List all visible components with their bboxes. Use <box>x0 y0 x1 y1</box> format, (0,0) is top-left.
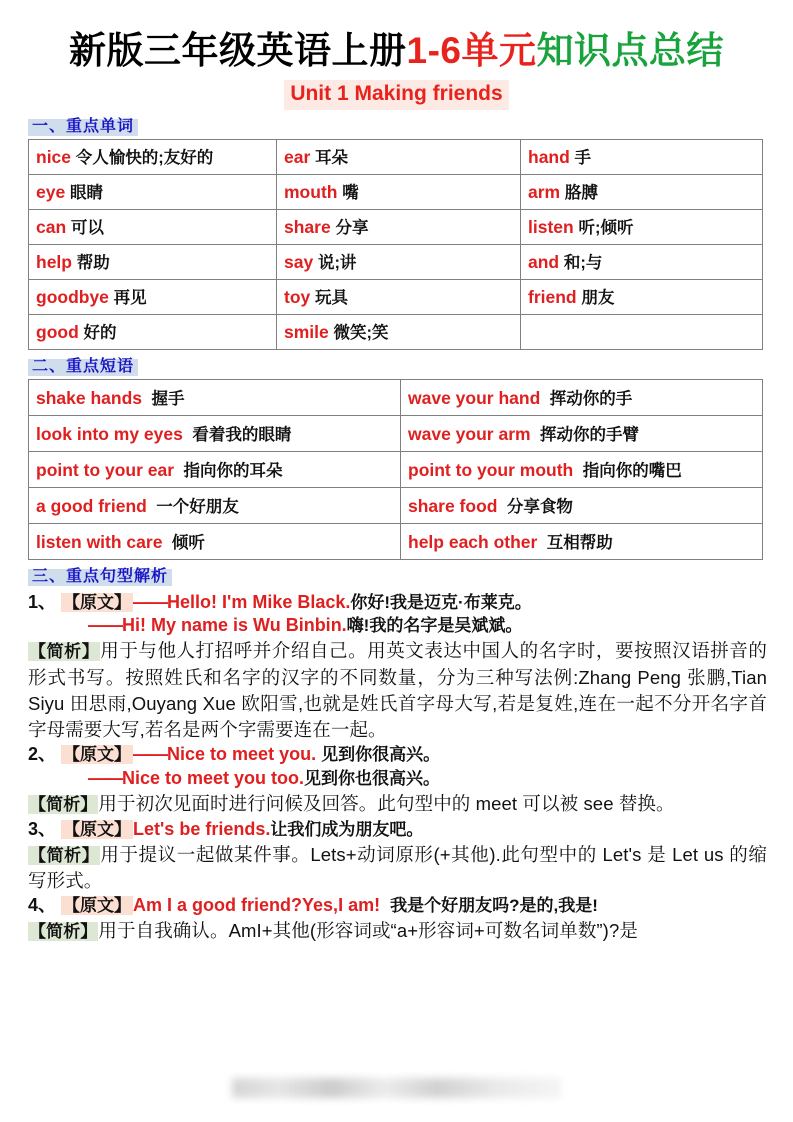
pattern-english: Hello! I'm Mike Black. <box>167 591 351 612</box>
original-text-tag: 【原文】 <box>63 819 132 839</box>
vocab-cell <box>29 209 277 244</box>
table-row <box>29 209 763 244</box>
vocab-meaning: 可以 <box>70 219 104 237</box>
vocab-word: toy <box>284 287 311 307</box>
vocab-cell <box>277 244 521 279</box>
phrase-cell <box>401 451 763 487</box>
vocab-meaning: 和;与 <box>563 254 603 272</box>
pattern-original-line <box>28 591 767 615</box>
vocab-word: can <box>36 217 67 237</box>
table-row <box>29 139 763 174</box>
pattern-original-line <box>28 818 767 842</box>
vocab-word: mouth <box>284 182 338 202</box>
vocab-meaning: 胳膊 <box>564 184 598 202</box>
explanation-text: 用于初次见面时进行问候及回答。此句型中的 meet 可以被 see 替换。 <box>98 793 675 815</box>
pattern-english: Am I a good friend?Yes,I am! <box>133 895 381 916</box>
vocab-cell <box>277 279 521 314</box>
vocab-meaning: 微笑;笑 <box>333 324 389 342</box>
phrases-section-header <box>28 359 138 376</box>
unit-subtitle: Unit 1 Making friends <box>284 80 508 109</box>
vocab-meaning: 分享 <box>335 219 369 237</box>
table-row <box>29 379 763 415</box>
patterns-section-header <box>28 569 172 586</box>
vocab-meaning: 帮助 <box>76 254 110 272</box>
vocab-cell-empty <box>521 314 763 349</box>
pattern-chinese: 我是个好朋友吗?是的,我是! <box>390 896 598 916</box>
vocabulary-section-header <box>28 119 138 136</box>
table-row <box>29 487 763 523</box>
vocab-cell <box>277 174 521 209</box>
phrase-text: look into my eyes <box>36 423 183 444</box>
explanation-text: 用于自我确认。AmI+其他(形容词或“a+形容词+可数名词单数”)?是 <box>98 919 638 941</box>
phrase-meaning: 挥动你的手臂 <box>540 425 640 444</box>
pattern-item-3 <box>28 818 767 894</box>
phrases-table <box>28 379 763 560</box>
vocab-cell <box>29 174 277 209</box>
phrase-text: wave your arm <box>408 423 531 444</box>
vocab-cell <box>521 279 763 314</box>
vocabulary-section-header-row <box>0 110 793 139</box>
pattern-explanation <box>28 842 767 895</box>
title-part-red: 1-6单元 <box>406 30 537 71</box>
dash-mark: —— <box>133 591 168 612</box>
pattern-chinese: 见到你也很高兴。 <box>304 769 441 789</box>
original-text-tag: 【原文】 <box>63 745 132 765</box>
phrase-cell <box>29 415 401 451</box>
analysis-tag: 【简析】 <box>29 795 98 815</box>
vocab-word: good <box>36 322 79 342</box>
analysis-tag: 【简析】 <box>29 845 100 865</box>
phrase-cell <box>401 523 763 559</box>
pattern-original-line <box>28 894 767 918</box>
phrases-section-header-row <box>0 350 793 379</box>
pattern-english: Hi! My name is Wu Binbin. <box>122 615 347 636</box>
sentence-patterns-list <box>0 591 793 941</box>
table-row <box>29 174 763 209</box>
vocab-cell <box>521 174 763 209</box>
pattern-chinese: 你好!我是迈克·布莱克。 <box>350 592 532 612</box>
original-text-tag: 【原文】 <box>63 896 132 916</box>
phrase-meaning: 指向你的嘴巴 <box>582 461 682 480</box>
vocab-meaning: 令人愉快的;友好的 <box>75 149 214 167</box>
phrase-text: shake hands <box>36 387 143 408</box>
vocab-cell <box>277 139 521 174</box>
pattern-explanation <box>28 638 767 743</box>
pattern-english: Nice to meet you too. <box>122 768 305 789</box>
pattern-chinese: 见到你很高兴。 <box>321 745 441 765</box>
phrase-cell <box>29 523 401 559</box>
pattern-explanation-clipped <box>28 918 767 941</box>
phrases-heading-label: 二、重点短语 <box>28 359 138 376</box>
pattern-item-4 <box>28 894 767 941</box>
phrase-text: share food <box>408 495 498 516</box>
phrase-text: point to your ear <box>36 459 175 480</box>
vocab-meaning: 玩具 <box>314 289 348 307</box>
vocab-meaning: 朋友 <box>581 289 615 307</box>
vocabulary-heading-label: 一、重点单词 <box>28 119 138 136</box>
pattern-item-2 <box>28 743 767 817</box>
phrase-meaning: 互相帮助 <box>546 533 613 552</box>
vocab-cell <box>29 244 277 279</box>
vocab-word: friend <box>528 287 577 307</box>
phrase-cell <box>401 415 763 451</box>
pattern-number: 3、 <box>28 818 57 839</box>
phrase-meaning: 握手 <box>151 389 185 408</box>
vocab-cell <box>521 139 763 174</box>
phrase-cell <box>29 379 401 415</box>
vocab-meaning: 眼睛 <box>69 184 103 202</box>
explanation-text: 用于与他人打招呼并介绍自己。用英文表达中国人的名字时，要按照汉语拼音的形式书写。按照姓氏和名字的汉字的不同数量，分为三种写法例:Zhang Peng 张鹏,Tian Siyu 田思雨,Ouyang Xue 欧阳雪,也就是姓氏首字母大写,若是复姓,连在一起不分开名字首字母需要大写,若名是两个字需要连在一起。 <box>28 640 767 741</box>
title-part-black: 新版三年级英语上册 <box>69 30 407 71</box>
vocab-meaning: 耳朵 <box>315 149 349 167</box>
dash-mark: —— <box>88 615 122 636</box>
title-part-green: 知识点总结 <box>536 30 724 71</box>
phrase-meaning: 倾听 <box>171 533 205 552</box>
pattern-number: 1、 <box>28 591 57 612</box>
patterns-heading-label: 三、重点句型解析 <box>28 569 172 586</box>
phrase-meaning: 看着我的眼睛 <box>192 425 292 444</box>
phrase-text: a good friend <box>36 495 147 516</box>
original-text-tag: 【原文】 <box>63 592 132 612</box>
vocab-word: nice <box>36 147 72 167</box>
explanation-text: 用于提议一起做某件事。Lets+动词原形(+其他).此句型中的 Let's 是 Let us 的缩写形式。 <box>28 843 767 891</box>
phrase-meaning: 分享食物 <box>506 497 573 516</box>
page-title <box>0 0 793 74</box>
patterns-section-header-row <box>0 560 793 589</box>
vocab-cell <box>29 139 277 174</box>
analysis-tag: 【简析】 <box>29 642 100 662</box>
phrase-cell <box>401 487 763 523</box>
table-row <box>29 279 763 314</box>
pattern-original-line <box>28 743 767 767</box>
vocab-word: help <box>36 252 72 272</box>
phrase-meaning: 指向你的耳朵 <box>183 461 283 480</box>
phrase-text: point to your mouth <box>408 459 574 480</box>
vocab-word: share <box>284 217 331 237</box>
table-row <box>29 244 763 279</box>
phrase-text: listen with care <box>36 531 163 552</box>
subtitle-container <box>0 80 793 109</box>
vocab-cell <box>521 244 763 279</box>
vocab-word: listen <box>528 217 574 237</box>
blurred-watermark <box>232 1078 562 1098</box>
pattern-english: Nice to meet you. <box>167 744 317 765</box>
pattern-chinese: 让我们成为朋友吧。 <box>270 819 424 839</box>
phrase-cell <box>401 379 763 415</box>
phrase-text: help each other <box>408 531 538 552</box>
dash-mark: —— <box>133 744 168 765</box>
vocab-word: and <box>528 252 560 272</box>
vocab-cell <box>277 314 521 349</box>
pattern-chinese: 嗨!我的名字是吴斌斌。 <box>346 616 523 636</box>
phrase-meaning: 挥动你的手 <box>549 389 633 408</box>
vocabulary-table <box>28 139 763 350</box>
vocab-word: eye <box>36 182 66 202</box>
pattern-original-line-2 <box>28 614 767 638</box>
vocab-word: say <box>284 252 314 272</box>
vocab-word: goodbye <box>36 287 109 307</box>
phrase-text: wave your hand <box>408 387 541 408</box>
pattern-explanation <box>28 791 767 817</box>
dash-mark: —— <box>88 768 122 789</box>
vocab-meaning: 说;讲 <box>317 254 357 272</box>
pattern-number: 4、 <box>28 895 57 916</box>
vocab-word: hand <box>528 147 570 167</box>
vocab-meaning: 手 <box>574 149 592 167</box>
vocab-cell <box>29 314 277 349</box>
vocab-meaning: 好的 <box>83 324 117 342</box>
vocab-meaning: 听;倾听 <box>578 219 634 237</box>
analysis-tag: 【简析】 <box>29 921 98 941</box>
table-row <box>29 523 763 559</box>
vocab-word: smile <box>284 322 329 342</box>
pattern-english: Let's be friends. <box>133 818 271 839</box>
phrase-cell <box>29 451 401 487</box>
vocab-cell <box>277 209 521 244</box>
vocab-meaning: 嘴 <box>342 184 359 202</box>
phrase-cell <box>29 487 401 523</box>
vocab-word: arm <box>528 182 561 202</box>
vocab-meaning: 再见 <box>113 289 147 307</box>
vocab-word: ear <box>284 147 311 167</box>
table-row <box>29 451 763 487</box>
pattern-number: 2、 <box>28 744 57 765</box>
phrase-meaning: 一个好朋友 <box>156 497 239 516</box>
vocab-cell <box>29 279 277 314</box>
table-row <box>29 415 763 451</box>
pattern-original-line-2 <box>28 767 767 791</box>
vocab-cell <box>521 209 763 244</box>
table-row <box>29 314 763 349</box>
pattern-item-1 <box>28 591 767 744</box>
